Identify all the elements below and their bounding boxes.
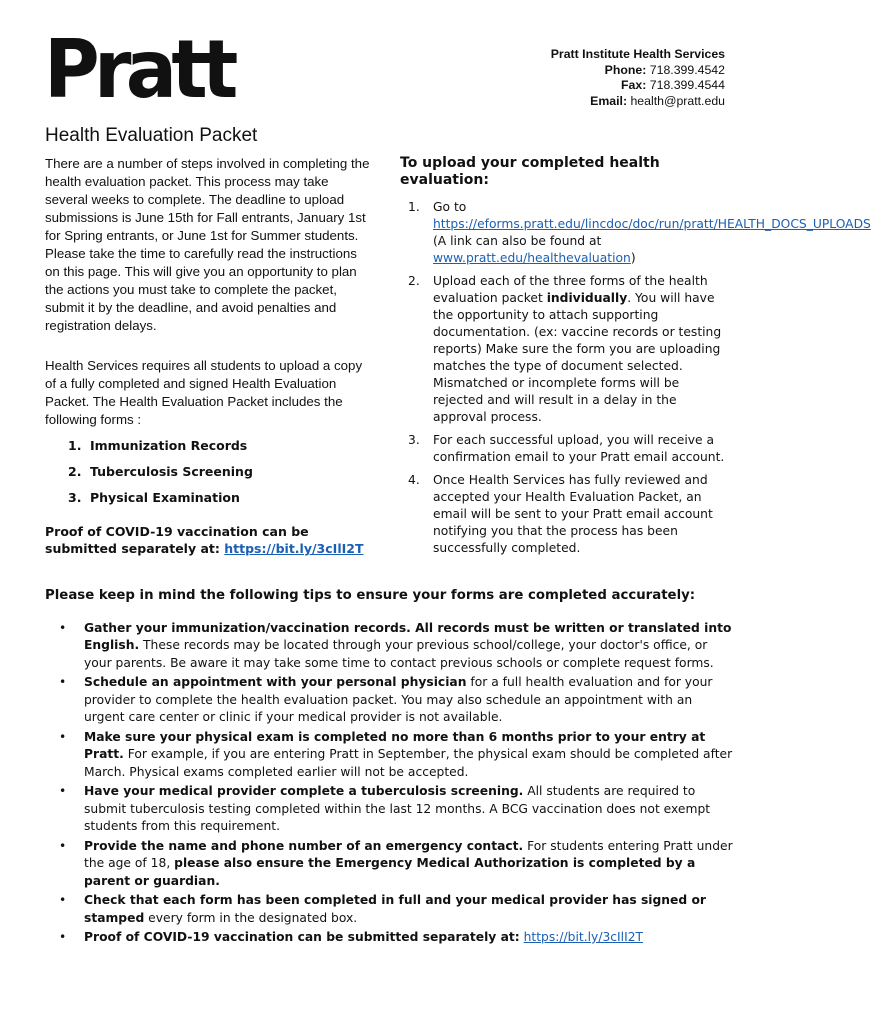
tip-text: For example, if you are entering Pratt in September, the physical exam should be completed after March. Physical exams completed earlier will not be accepted. xyxy=(84,747,733,779)
tips-list xyxy=(45,620,735,947)
tip-bold: Make sure your physical exam is completed no more than 6 months prior to your entry at Pratt. xyxy=(84,729,706,761)
step2-post: . You will have the opportunity to attach supporting documentation. (ex: vaccine records or testing reports) Make sure the form you are uploading matches the type of document selected. Mismatched or incomplete forms will be rejected and will result in a delay in the approval process. xyxy=(433,291,722,424)
email-label: Email: xyxy=(590,93,628,108)
bullet-icon: • xyxy=(59,729,67,744)
step1-pre: Go to xyxy=(433,200,467,214)
tips-heading: Please keep in mind the following tips to ensure your forms are completed accurately: xyxy=(45,588,696,603)
upload-heading: To upload your completed health evaluation: xyxy=(400,155,660,188)
forms-list xyxy=(45,437,370,515)
bullet-icon: • xyxy=(59,784,67,798)
covid-note xyxy=(45,523,370,557)
form-item xyxy=(45,437,370,463)
step-number: 2. xyxy=(408,274,420,288)
left-column xyxy=(45,155,370,557)
email-value: health@pratt.edu xyxy=(630,93,725,108)
tip-item xyxy=(45,929,735,947)
step-number: 3. xyxy=(408,433,420,447)
bullet-icon: • xyxy=(59,930,67,944)
form-label: Immunization Records xyxy=(90,438,248,453)
tip-item xyxy=(45,729,735,782)
form-item xyxy=(45,463,370,489)
fax-line xyxy=(551,78,725,94)
step3-text: For each successful upload, you will receive a confirmation email to your Pratt email account. xyxy=(433,433,725,464)
tip-text: for a full health evaluation and for your provider to complete the health evaluation packet. You may also schedule an appointment with an urgent care center or clinic if your medical provider is not available. xyxy=(84,675,713,724)
upload-link[interactable]: https://eforms.pratt.edu/lincdoc/doc/run/pratt/HEALTH_DOCS_UPLOADS xyxy=(433,217,871,231)
step2-pre: Upload each of the three forms of the health evaluation packet xyxy=(433,274,708,305)
form-item xyxy=(45,489,370,515)
covid-link[interactable]: https://bit.ly/3cIlI2T xyxy=(523,930,644,944)
fax-label: Fax: xyxy=(621,78,647,92)
tip-bold: Gather your immunization/vaccination records. All records must be written or translated into English. xyxy=(84,620,732,652)
covid-link[interactable]: https://bit.ly/3cIlI2T xyxy=(224,541,364,556)
tip-bold: Check that each form has been completed in full and your medical provider has signed or stamped xyxy=(84,893,706,925)
fax-value: 718.399.4544 xyxy=(649,78,725,92)
bullet-icon: • xyxy=(59,675,67,689)
step-number: 4. xyxy=(408,473,420,487)
step-number: 1. xyxy=(408,200,420,214)
bullet-icon: • xyxy=(59,893,67,907)
intro-paragraph: There are a number of steps involved in completing the health evaluation packet. This process may take several weeks to complete. The deadline to upload submissions is June 15th for Fall entrants, January 1st for Spring entrants, or June 1st for Summer students. Please take the time to carefully read the instructions on this page. This will give you an opportunity to plan the actions you must take to complete the packet, submit it by the deadline, and avoid penalties and registration delays. xyxy=(45,156,370,333)
form-number: 2. xyxy=(68,464,82,479)
tip-text: All students are required to submit tuberculosis testing completed within the last 12 months. A BCG vaccination does not exempt students from this requirement. xyxy=(84,784,711,833)
form-label: Tuberculosis Screening xyxy=(90,464,253,479)
pratt-logo: Pratt xyxy=(44,23,233,116)
upload-steps xyxy=(400,199,871,557)
step4-text: Once Health Services has fully reviewed and accepted your Health Evaluation Packet, an email will be sent to your Pratt email account notifying you that the process has been successfully completed. xyxy=(433,473,713,555)
requirement-paragraph: Health Services requires all students to upload a copy of a fully completed and signed Health Evaluation Packet. The Health Evaluation Packet includes the following forms : xyxy=(45,358,363,427)
right-column xyxy=(400,155,871,563)
health-evaluation-link[interactable]: www.pratt.edu/healthevaluation xyxy=(433,251,631,265)
tip-text: These records may be located through your previous school/college, your doctor's office, or your parents. Be aware it may take some time to contact previous schools or complete request forms. xyxy=(84,638,714,670)
tip-bold: Proof of COVID-19 vaccination can be submitted separately at: xyxy=(84,930,520,944)
tip-bold: Provide the name and phone number of an emergency contact. xyxy=(84,838,524,853)
email-line xyxy=(551,94,725,110)
tip-item xyxy=(45,620,735,673)
step-item xyxy=(400,472,730,557)
step1-post: ) xyxy=(630,251,636,265)
form-number: 1. xyxy=(68,438,82,453)
step-item xyxy=(400,273,730,426)
covid-text: Proof of COVID-19 vaccination can be submitted separately at: xyxy=(45,524,309,556)
org-name: Pratt Institute Health Services xyxy=(550,47,725,61)
tip-item xyxy=(45,838,735,891)
bullet-icon: • xyxy=(59,620,67,635)
bullet-icon: • xyxy=(59,838,67,853)
tips-section xyxy=(45,587,735,949)
tip-bold: please also ensure the Emergency Medical Authorization is completed by a parent or guardian. xyxy=(84,856,696,888)
phone-value: 718.399.4542 xyxy=(649,62,725,77)
page-title: Health Evaluation Packet xyxy=(45,125,258,146)
tip-text: For students entering Pratt under the age of 18, xyxy=(84,838,733,870)
form-number: 3. xyxy=(68,490,82,505)
tip-item xyxy=(45,674,735,727)
form-label: Physical Examination xyxy=(90,490,240,505)
tip-bold: Have your medical provider complete a tuberculosis screening. xyxy=(84,784,524,798)
tip-bold: Schedule an appointment with your personal physician xyxy=(84,675,467,689)
tip-item xyxy=(45,892,735,927)
contact-block xyxy=(551,47,725,109)
step-item xyxy=(400,199,871,267)
phone-line xyxy=(551,63,725,79)
step-item xyxy=(400,432,730,466)
phone-label: Phone: xyxy=(604,62,647,77)
step1-mid: (A link can also be found at xyxy=(433,234,602,248)
step2-strong: individually xyxy=(546,291,628,305)
tip-item xyxy=(45,783,735,836)
tip-text: every form in the designated box. xyxy=(144,910,358,925)
